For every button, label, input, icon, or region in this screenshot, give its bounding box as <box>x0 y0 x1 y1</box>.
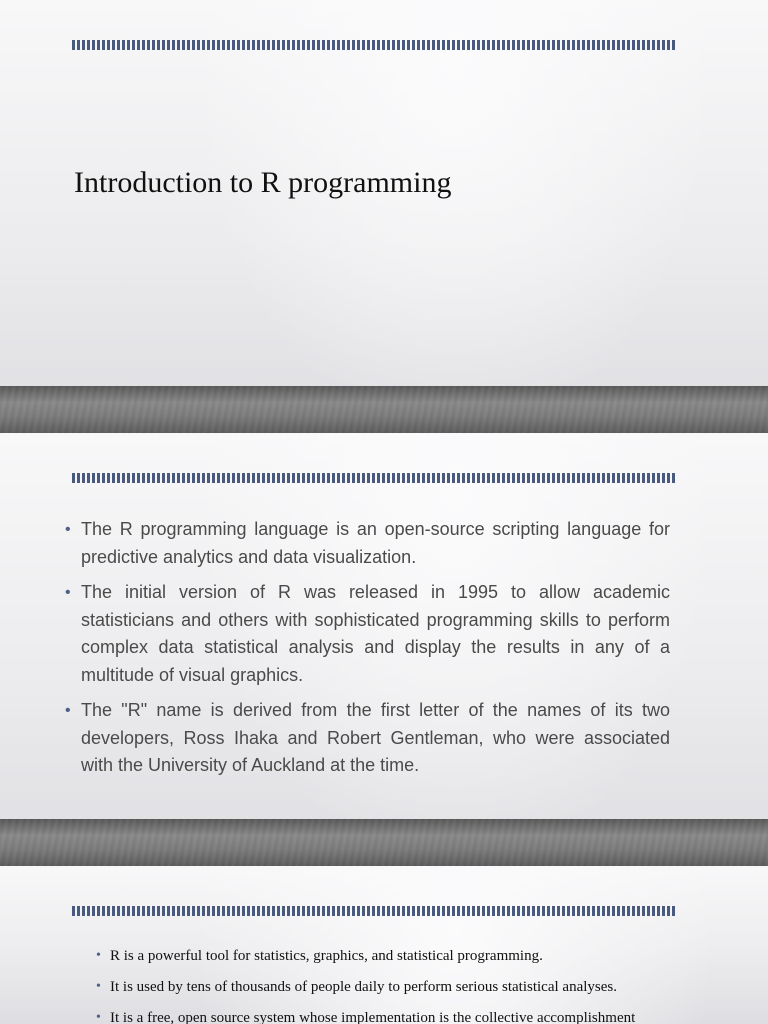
decorative-stripe <box>72 473 677 483</box>
slide-floor-band <box>0 819 768 866</box>
bullet-item: • The "R" name is derived from the first letter of the names of its two developers, Ross Ihaka and Robert Gentleman, who were associated with the University of Auckland at the time. <box>64 697 670 780</box>
bullet-list <box>64 516 670 788</box>
slide-floor-band <box>0 386 768 433</box>
bullet-item: • It is a free, open source system whose implementation is the collective accomplishment <box>96 1008 686 1024</box>
slide-1 <box>0 0 768 433</box>
bullet-list <box>96 946 686 1024</box>
slide-2 <box>0 433 768 866</box>
bullet-item: • The R programming language is an open-source scripting language for predictive analytics and data visualization. <box>64 516 670 571</box>
bullet-item: • R is a powerful tool for statistics, graphics, and statistical programming. <box>96 946 686 967</box>
slide-3 <box>0 866 768 1024</box>
slide-title: Introduction to R programming <box>74 166 452 199</box>
bullet-item: • It is used by tens of thousands of people daily to perform serious statistical analyses. <box>96 977 686 998</box>
decorative-stripe <box>72 906 677 916</box>
bullet-item: • The initial version of R was released in 1995 to allow academic statisticians and others with sophisticated programming skills to perform complex data statistical analysis and display the results in any of a multitude of visual graphics. <box>64 579 670 689</box>
decorative-stripe <box>72 40 677 50</box>
